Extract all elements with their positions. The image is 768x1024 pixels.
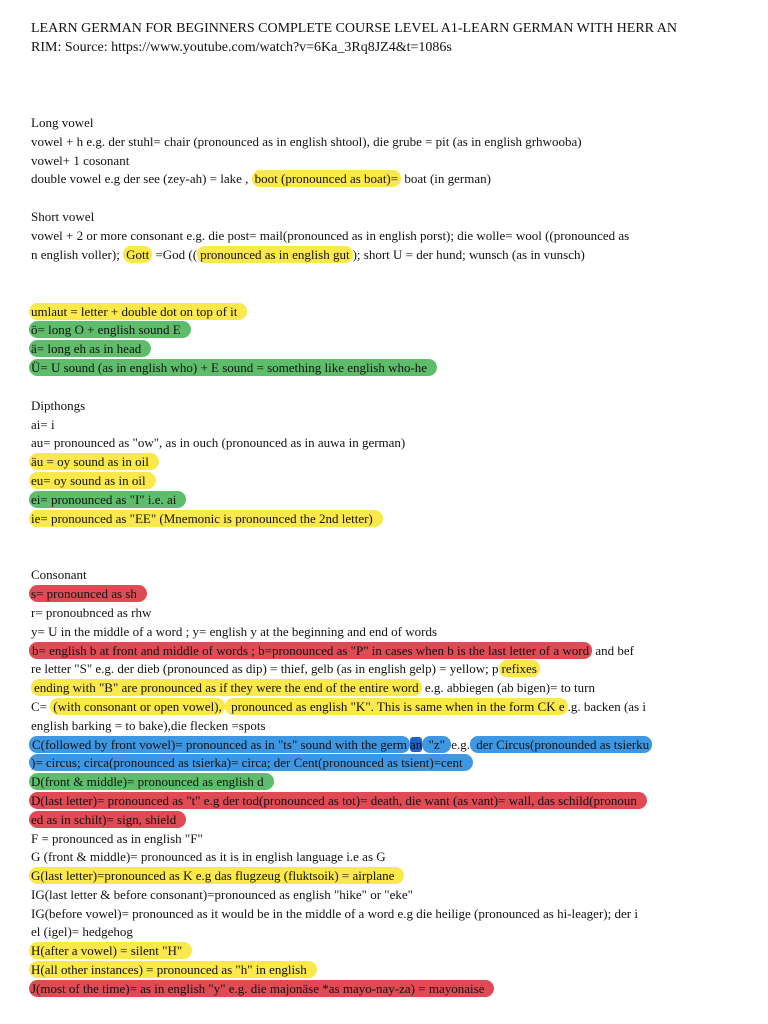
- dipthong-line-4: [31, 472, 737, 491]
- consonant-d-last-line-2: [31, 811, 737, 830]
- highlight-yellow: G(last letter)=pronounced as K e.g das flugzeug (fluktsoik) = airplane: [29, 867, 404, 884]
- highlight-yellow: H(after a vowel) = silent "H": [29, 942, 192, 959]
- highlight-blue: )= circus; circa(pronounced as tsierka)= circa; der Cent(pronounced as tsient)=cent: [29, 754, 473, 771]
- highlight-yellow: eu= oy sound as in oil: [29, 472, 156, 489]
- consonant-heading: Consonant: [31, 567, 87, 583]
- dipthong-line-2: au= pronounced as "ow", as in ouch (pronounced as in auwa in german): [31, 435, 406, 451]
- short-vowel-heading: Short vowel: [31, 209, 95, 225]
- highlight-blue: "z": [422, 736, 451, 753]
- consonant-c-front-line-1: [31, 736, 737, 755]
- highlight-green: ä= long eh as in head: [29, 340, 151, 357]
- consonant-d-line: [31, 773, 737, 792]
- text-segment: double vowel e.g der see (zey-ah) = lake ,: [31, 171, 252, 187]
- highlight-yellow: ie= pronounced as "EE" (Mnemonic is pronounced the 2nd letter): [29, 510, 383, 527]
- highlight-green: Ü= U sound (as in english who) + E sound = something like english who-he: [29, 359, 437, 376]
- highlight-green: D(front & middle)= pronounced as english d: [29, 773, 274, 790]
- dipthong-line-1: ai= i: [31, 416, 55, 432]
- consonant-ig-line-2: IG(before vowel)= pronounced as it would be in the middle of a word e.g die heilige (pronounced as hi-leager); der i: [31, 905, 638, 921]
- highlight-yellow: umlaut = letter + double dot on top of it: [29, 303, 247, 320]
- text-segment: re letter "S" e.g. der dieb (pronounced as dip) = thief, gelb (as in english gelp) = yellow; p: [31, 661, 499, 677]
- consonant-h-line-2: [31, 961, 737, 980]
- text-segment: boat (in german): [401, 171, 491, 187]
- highlight-yellow: pronounced as english "K". This is same when in the form CK e: [225, 698, 568, 715]
- highlight-yellow: Gott: [123, 246, 152, 263]
- long-vowel-line-1: vowel + h e.g. der stuhl= chair (pronounced as in english shtool), die grube = pit (as in english grhwooba): [31, 133, 582, 149]
- short-vowel-line-2: [31, 246, 737, 265]
- consonant-c-front-line-2: [31, 754, 737, 773]
- highlight-yellow: refixes: [499, 660, 540, 677]
- consonant-h-line-1: [31, 942, 737, 961]
- umlaut-line-3: [31, 340, 737, 359]
- consonant-c-line-1: [31, 698, 737, 717]
- highlight-yellow: boot (pronounced as boat)=: [252, 170, 401, 187]
- dipthong-line-6: [31, 510, 737, 529]
- dipthong-line-3: [31, 453, 737, 472]
- document-title-line-1: LEARN GERMAN FOR BEGINNERS COMPLETE COURSE LEVEL A1-LEARN GERMAN WITH HERR AN: [31, 21, 677, 36]
- consonant-ig-line-3: el (igel)= hedgehog: [31, 924, 133, 940]
- consonant-ig-line-1: IG(last letter & before consonant)=pronounced as english "hike" or "eke": [31, 886, 413, 902]
- umlaut-line-4: [31, 359, 737, 378]
- long-vowel-heading: Long vowel: [31, 115, 94, 130]
- text-segment: C=: [31, 698, 51, 714]
- long-vowel-line-2: vowel+ 1 cosonant: [31, 152, 130, 168]
- consonant-g-line-1: G (front & middle)= pronounced as it is in english language i.e as G: [31, 849, 386, 865]
- highlight-blue: C(followed by front vowel)= pronounced as in "ts" sound with the germ: [29, 736, 410, 753]
- consonant-b-line-2: [31, 660, 737, 679]
- umlaut-line-1: [31, 303, 737, 322]
- consonant-b-line-3: [31, 679, 737, 698]
- consonant-y-line: y= U in the middle of a word ; y= english y at the beginning and end of words: [31, 623, 438, 639]
- text-segment: n english voller);: [31, 246, 124, 262]
- highlight-red: pronounced as "P" in cases when b is the last letter of a word: [272, 642, 592, 659]
- consonant-f-line: F = pronounced as in english "F": [31, 830, 203, 846]
- consonant-c-line-2: english barking = to bake),die flecken =spots: [31, 717, 266, 733]
- text-segment: e.g.: [451, 736, 470, 752]
- highlight-red: J(most of the time)= as in english "y" e.g. die majonäse *as mayo-nay-za) = mayonaise: [29, 980, 494, 997]
- highlight-dark-blue: an: [410, 736, 423, 752]
- highlight-yellow: ending with "B" are pronounced as if they were the end of the entire word: [31, 679, 422, 696]
- consonant-d-last-line-1: [31, 792, 737, 811]
- highlight-green: ö= long O + english sound E: [29, 321, 191, 338]
- highlight-yellow: H(all other instances) = pronounced as "h" in english: [29, 961, 317, 978]
- consonant-r-line: r= pronoubnced as rhw: [31, 604, 152, 620]
- text-segment: .g. backen (as i: [567, 698, 646, 714]
- consonant-s-line: [31, 585, 737, 604]
- highlight-yellow: pronounced as in english gut: [197, 246, 352, 263]
- highlight-yellow: (with consonant or open vowel),: [50, 698, 225, 715]
- short-vowel-line-1: vowel + 2 or more consonant e.g. die post= mail(pronounced as in english porst); die wolle= wool ((pronounced as: [31, 227, 630, 243]
- highlight-red: ed as in schilt)= sign, shield: [29, 811, 186, 828]
- consonant-g-line-2: [31, 867, 737, 886]
- highlight-blue: der Circus(pronounded as tsierku: [470, 736, 652, 753]
- text-segment: and bef: [592, 642, 634, 658]
- text-segment: e.g. abbiegen (ab bigen)= to turn: [421, 680, 595, 696]
- text-segment: ); short U = der hund; wunsch (as in vunsch): [352, 246, 585, 262]
- consonant-b-line-1: [31, 642, 737, 661]
- highlight-red: D(last letter)= pronounced as "t" e.g der tod(pronounced as tot)= death, die want (as vant)= wall, das schild(pronoun: [29, 792, 647, 809]
- consonant-j-line: [31, 980, 737, 999]
- dipthongs-heading: Dipthongs: [31, 397, 86, 413]
- highlight-red: s= pronounced as sh: [29, 585, 147, 602]
- document-title-line-2: RIM: Source: https://www.youtube.com/watch?v=6Ka_3Rq8JZ4&t=1086s: [31, 40, 452, 55]
- document-page: [31, 19, 737, 999]
- dipthong-line-5: [31, 491, 737, 510]
- highlight-green: ei= pronounced as "I" i.e. ai: [29, 491, 186, 508]
- long-vowel-line-3: [31, 170, 737, 189]
- umlaut-line-2: [31, 321, 737, 340]
- highlight-red: b= english b at front and middle of words ; b=: [29, 642, 272, 659]
- text-segment: =God ((: [152, 246, 198, 262]
- highlight-yellow: äu = oy sound as in oil: [29, 453, 159, 470]
